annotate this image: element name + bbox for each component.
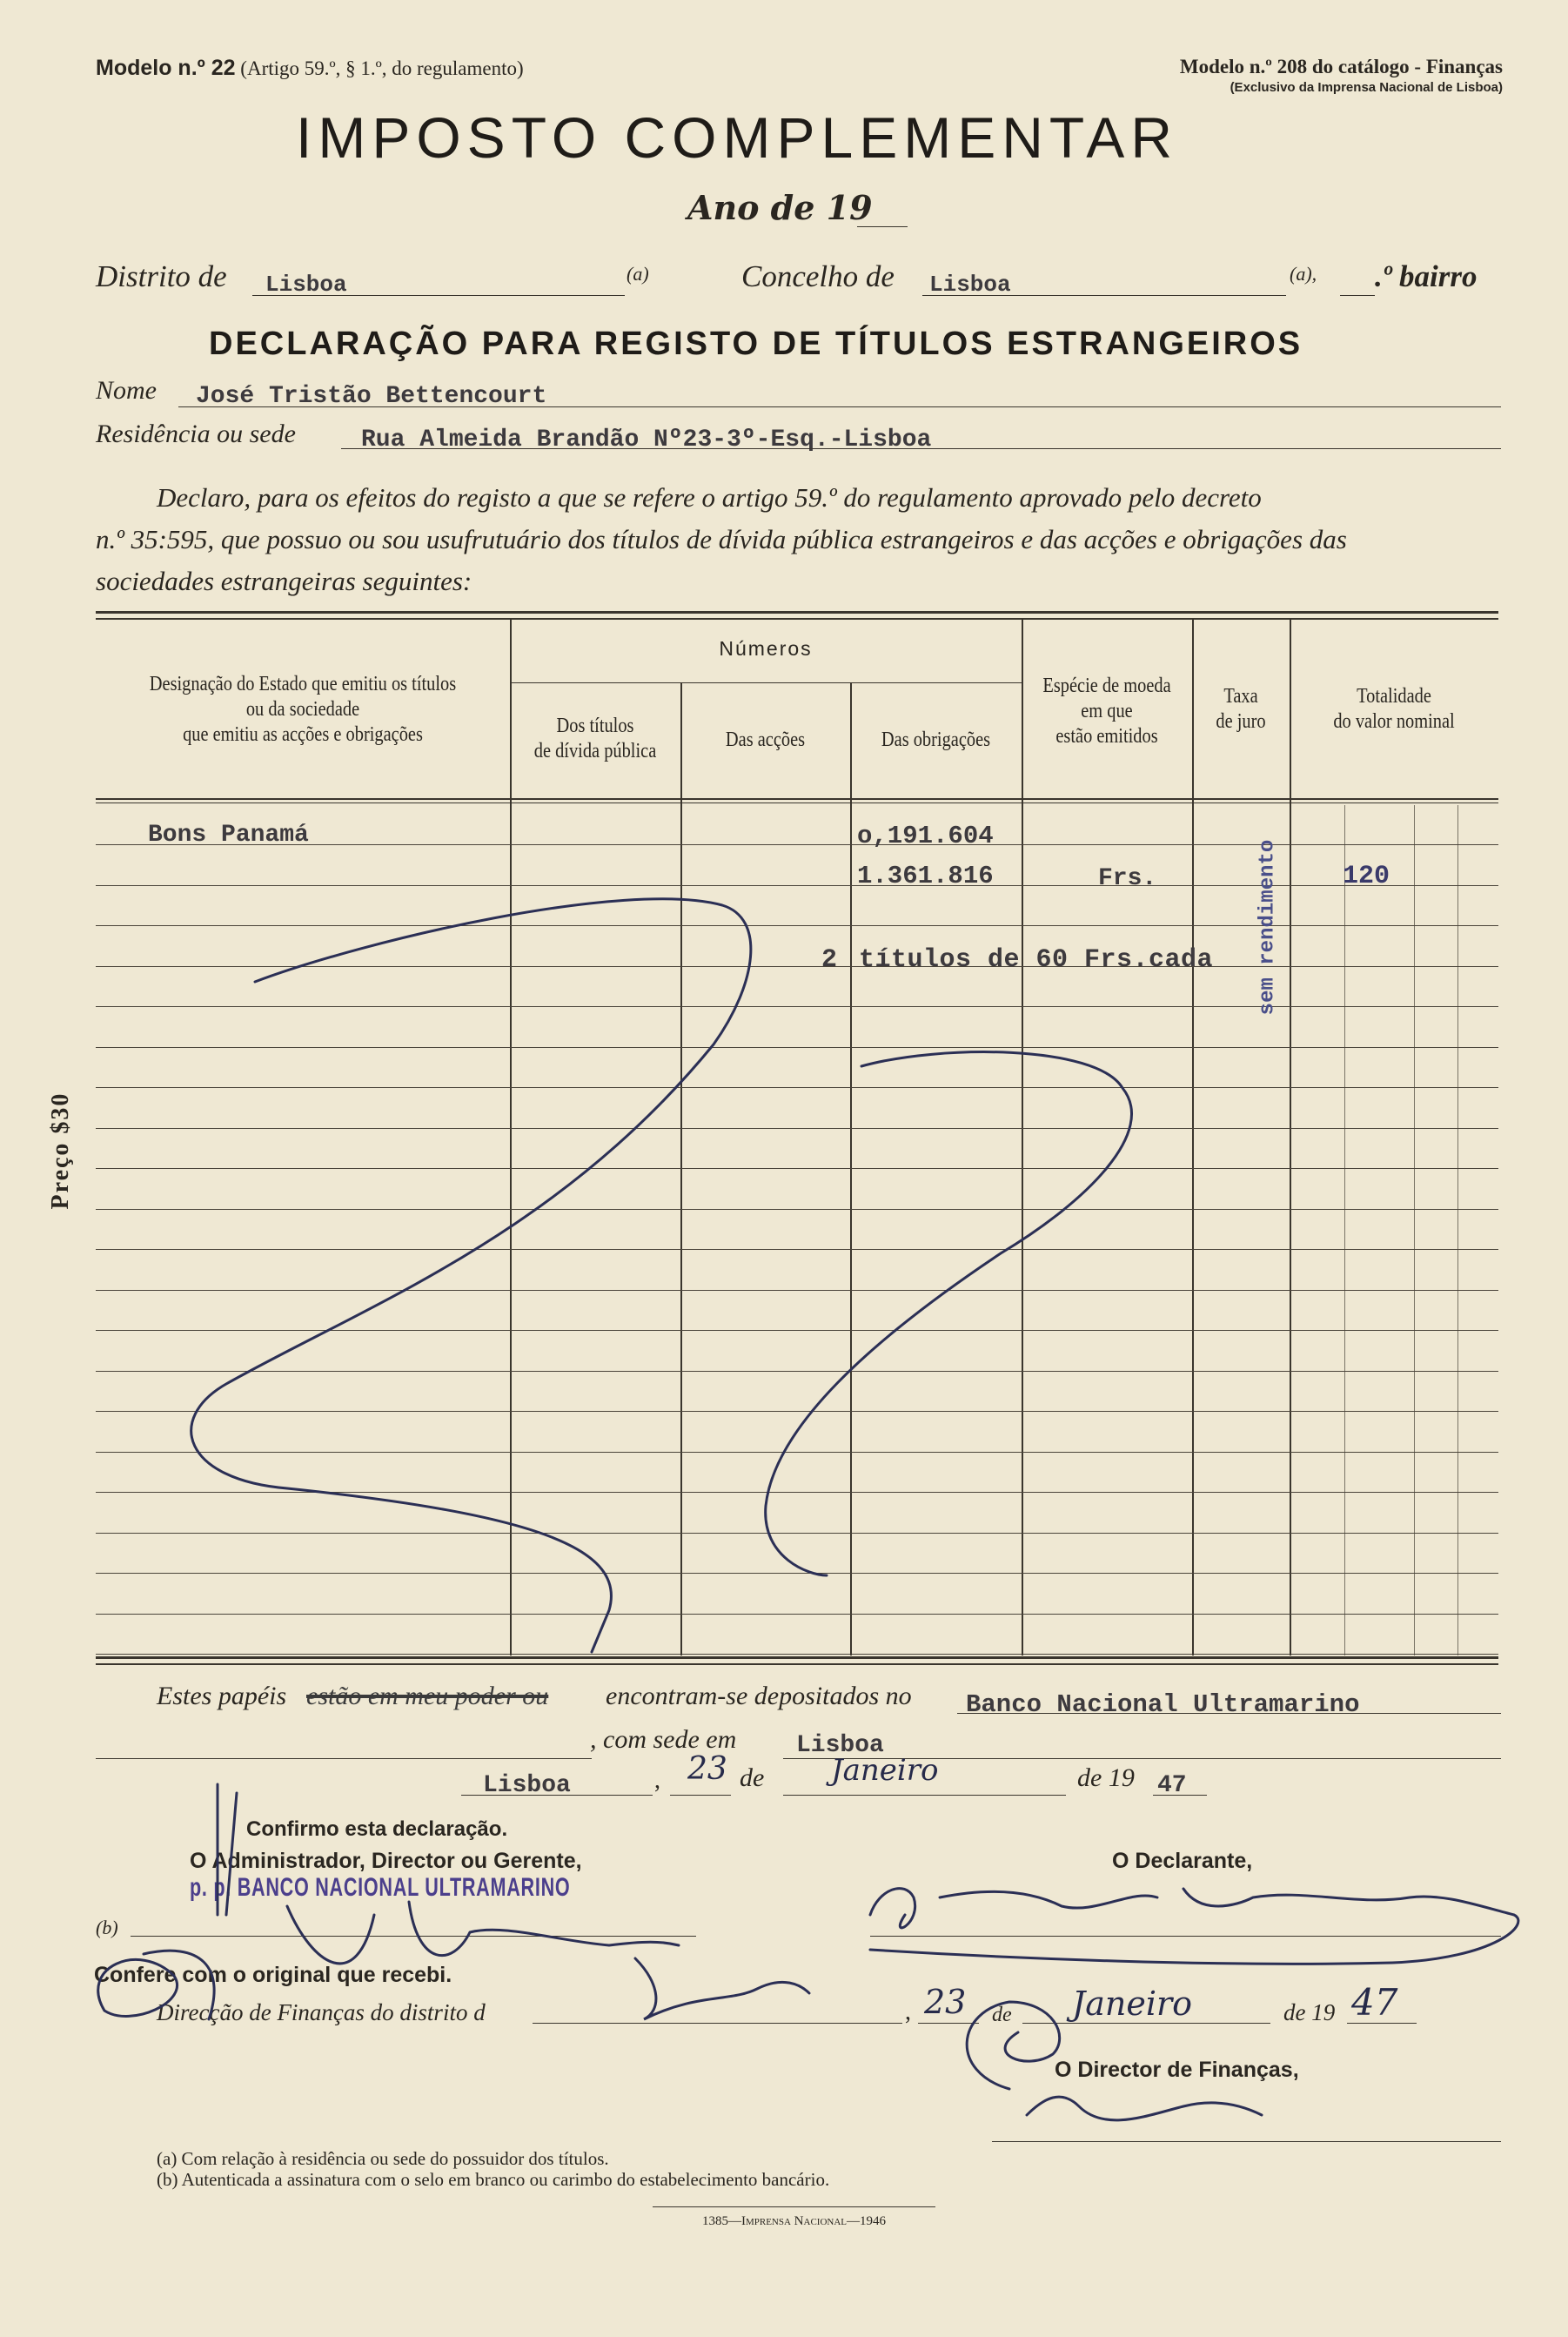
table-rule-line (96, 1087, 1498, 1088)
col-taxa-line1: Taxa (1223, 685, 1258, 708)
footnote-a: (a) Com relação à residência ou sede do possuidor dos títulos. (157, 2148, 609, 2169)
direccao-de: de (992, 2004, 1012, 2026)
papers-rest: encontram-se depositados no (606, 1682, 912, 1710)
director: O Director de Finanças, (1055, 2058, 1299, 2082)
residencia-label: Residência ou sede (96, 420, 296, 448)
concelho-label: Concelho de (741, 259, 895, 293)
direccao-month: Janeiro (1072, 1984, 1193, 2023)
comma: , (654, 1767, 660, 1794)
sede-label: , com sede em (590, 1725, 737, 1754)
side-price: Preço $30 (47, 1091, 74, 1210)
table-rule-line (96, 1006, 1498, 1007)
table-rule-line (96, 1452, 1498, 1453)
crossout-stroke-1 (191, 899, 751, 1652)
declarante: O Declarante, (1112, 1849, 1253, 1873)
signature-declarante (870, 1889, 1518, 1964)
year-field (687, 188, 873, 227)
papers-label: Estes papéis (157, 1682, 287, 1710)
table-rule-line (96, 1371, 1498, 1372)
col-dos-titulos-line2: de dívida pública (533, 740, 657, 762)
paragraph-line-3: sociedades estrangeiras seguintes: (96, 566, 472, 596)
col-designacao (127, 672, 479, 748)
col-totalidade (1305, 684, 1483, 735)
page-title: IMPOSTO COMPLEMENTAR (296, 105, 1178, 170)
table-rule-line (96, 1533, 1498, 1534)
confere: Confere com o original que recebi. (94, 1963, 452, 1987)
de-year-label: de 19 (1077, 1763, 1135, 1792)
direccao: Direcção de Finanças do distrito d (157, 1999, 486, 2025)
distrito-value: Lisboa (265, 272, 347, 298)
table-rule-line (96, 966, 1498, 967)
col-designacao-line1: Designação do Estado que emitiu os títulos (149, 673, 457, 695)
imprint: 1385—Imprensa Nacional—1946 (701, 2214, 887, 2228)
table-rule-line (96, 1614, 1498, 1615)
entry-especie: Frs. (1098, 865, 1157, 892)
catalog-model: Modelo n.º 208 do catálogo - Finanças (1179, 56, 1503, 77)
col-especie-line1: Espécie de moeda (1042, 675, 1171, 697)
signature-director (1027, 2097, 1262, 2120)
col-designacao-line3: que emitiu as acções e obrigações (183, 723, 423, 746)
footnote-b: (b) Autenticada a assinatura com o selo em branco ou carimbo do estabelecimento bancário. (157, 2169, 830, 2190)
month-value: Janeiro (831, 1753, 939, 1788)
year-value: 47 (1157, 1772, 1187, 1799)
entry-designacao: Bons Panamá (148, 822, 309, 849)
entry-obrigacoes-2: 1.361.816 (857, 862, 994, 890)
table-rule-line (96, 1047, 1498, 1048)
table-rule-line (96, 1249, 1498, 1250)
model-number: Modelo n.º 22 (96, 56, 236, 80)
confirmo: Confirmo esta declaração. (246, 1817, 508, 1841)
comma-2: , (905, 1998, 911, 2025)
catalog-exclusive: (Exclusivo da Imprensa Nacional de Lisboa) (1230, 80, 1503, 95)
col-especie (1035, 674, 1180, 749)
signature-extra (635, 1958, 809, 2019)
de-label: de (740, 1763, 765, 1792)
papers-struck: estão em meu poder ou (306, 1682, 549, 1710)
direccao-day: 23 (924, 1983, 967, 2021)
table-rule-line (96, 1654, 1498, 1655)
col-total-line1: Totalidade (1357, 685, 1431, 708)
declaration-heading: DECLARAÇÃO PARA REGISTO DE TÍTULOS ESTRANGEIROS (209, 326, 1303, 362)
entry-taxa-vertical: sem rendimento (1256, 839, 1280, 1016)
table-rule-line (96, 1168, 1498, 1169)
entry-note-num: 2 (821, 945, 838, 975)
bank-value: Banco Nacional Ultramarino (966, 1690, 1360, 1719)
table-rule-line (96, 885, 1498, 886)
declaration-paragraph (96, 477, 1505, 602)
col-especie-line2: em que (1081, 700, 1133, 722)
direccao-year: 47 (1351, 1981, 1398, 2024)
model-left (96, 56, 524, 81)
col-total-line2: do valor nominal (1333, 710, 1455, 733)
bairro-label: .º bairro (1375, 259, 1478, 293)
model-article: (Artigo 59.º, § 1.º, do regulamento) (240, 57, 524, 79)
paragraph-line-1: Declaro, para os efeitos do registo a que se refere o artigo 59.º do regulamento aprovado pelo decreto (157, 482, 1262, 513)
table-rule-line (96, 1330, 1498, 1331)
direccao-de-year: de 19 (1283, 1999, 1336, 2025)
entry-obrigacoes-1: o,191.604 (857, 822, 994, 850)
table-rule-line (96, 1290, 1498, 1291)
col-especie-line3: estão emitidos (1055, 725, 1158, 748)
signature-director-loop (967, 2002, 1059, 2089)
entry-note: títulos de 60 Frs.cada (859, 945, 1214, 975)
note-a2: (a), (1290, 263, 1317, 285)
table-rule-line (96, 925, 1498, 926)
note-a: (a) (627, 263, 649, 285)
table-rule-line (96, 1492, 1498, 1493)
table-rule-line (96, 1573, 1498, 1574)
col-dos-titulos-line1: Dos títulos (556, 715, 634, 737)
nome-label: Nome (96, 376, 157, 405)
year-label: Ano de 19 (687, 188, 873, 227)
day-value: 23 (687, 1751, 727, 1787)
paragraph-line-2: n.º 35:595, que possuo ou sou usufrutuário dos títulos de dívida pública estrangeiros e das acções e obrigações das (96, 524, 1347, 554)
nome-value: José Tristão Bettencourt (196, 383, 547, 410)
model-right (1180, 56, 1503, 95)
col-taxa-line2: de juro (1216, 710, 1266, 733)
note-b: (b) (96, 1917, 118, 1938)
entry-total: 120 (1343, 862, 1390, 891)
table-rule-line (96, 1209, 1498, 1210)
footnotes (157, 2148, 829, 2190)
table-rule-line (96, 1128, 1498, 1129)
col-das-accoes: Das acções (725, 729, 806, 751)
distrito-label: Distrito de (96, 259, 227, 293)
bank-stamp: p. p. BANCO NACIONAL ULTRAMARINO (190, 1873, 571, 1902)
sede-value: Lisboa (796, 1732, 884, 1759)
col-dos-titulos (523, 714, 668, 764)
col-taxa (1199, 684, 1282, 735)
crossout-stroke-2 (766, 1052, 1132, 1575)
col-das-obrigacoes: Das obrigações (881, 729, 991, 751)
col-designacao-line2: ou da sociedade (245, 698, 360, 721)
place-value: Lisboa (483, 1772, 571, 1799)
table-rule-line (96, 1411, 1498, 1412)
concelho-value: Lisboa (929, 272, 1011, 298)
col-numeros: Números (719, 637, 813, 660)
administrador: O Administrador, Director ou Gerente, (190, 1849, 582, 1873)
residencia-value: Rua Almeida Brandão Nº23-3º-Esq.-Lisboa (361, 426, 932, 453)
